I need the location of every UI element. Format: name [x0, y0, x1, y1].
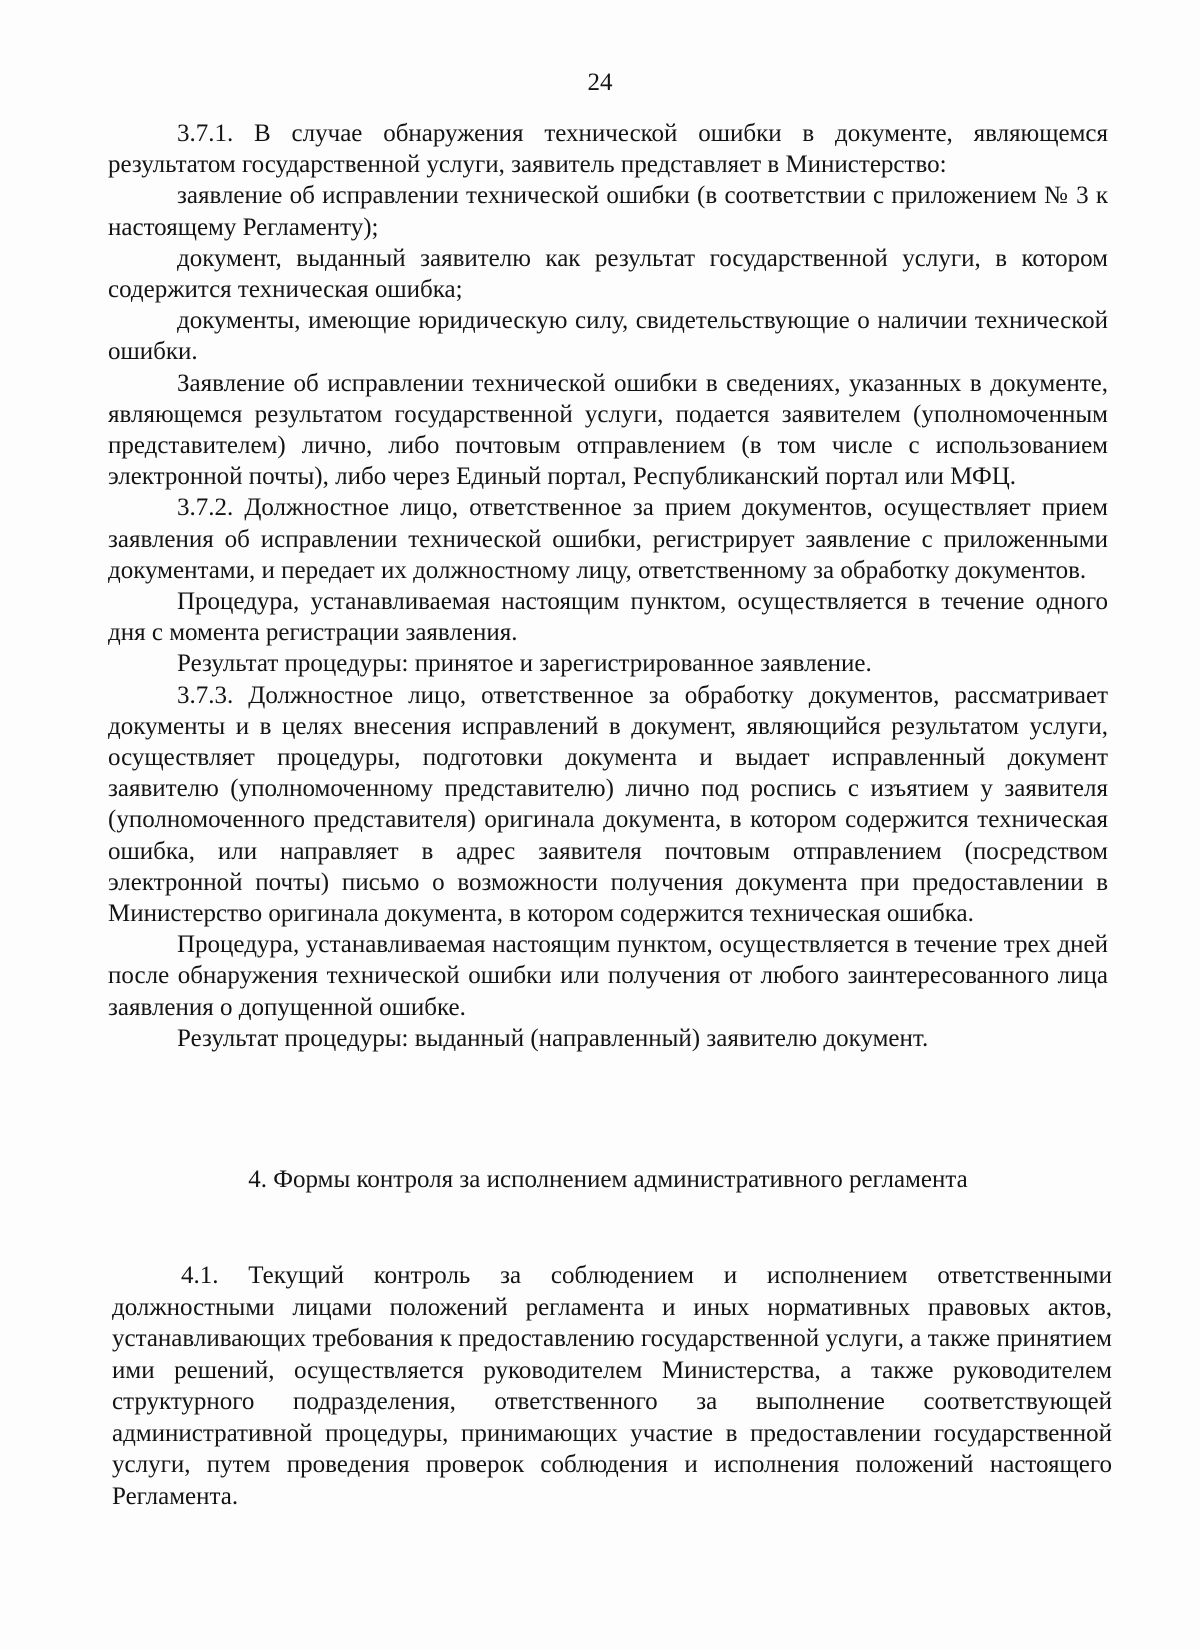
section-4-body: [112, 1260, 1112, 1512]
paragraph-4-1: 4.1. Текущий контроль за соблюдением и исполнением ответственными должностными лицами положений регламента и иных нормативных правовых актов, устанавливающих требования к предоставлению государственной услуги, а также принятием ими решений, осуществляется руководителем Министерства, а также руководителем структурного подразделения, ответственного за выполнение соответствующей административной процедуры, принимающих участие в предоставлении государственной услуги, путем проведения проверок соблюдения и исполнения положений настоящего Регламента.: [112, 1262, 1112, 1510]
section-3-7-body: [108, 118, 1108, 1054]
paragraph-document-item: документ, выданный заявителю как результат государственной услуги, в котором содержится техническая ошибка;: [108, 244, 1108, 304]
paragraph-application-item: заявление об исправлении технической ошибки (в соответствии с приложением № 3 к настоящему Регламенту);: [108, 182, 1108, 241]
section-4-heading: 4. Формы контроля за исполнением административного регламента: [248, 1166, 968, 1193]
paragraph-3-7-1: 3.7.1. В случае обнаружения технической ошибки в документе, являющемся результатом государственной услуги, заявитель представляет в Министерство:: [108, 120, 1108, 179]
paragraph-procedure-term-1: Процедура, устанавливаемая настоящим пунктом, осуществляется в течение одного дня с момента регистрации заявления.: [108, 588, 1108, 647]
paragraph-3-7-2: 3.7.2. Должностное лицо, ответственное за прием документов, осуществляет прием заявления об исправлении технической ошибки, регистрирует заявление с приложенными документами, и передает их должностному лицу, ответственному за обработку документов.: [108, 494, 1108, 584]
page-number: 24: [587, 69, 613, 96]
paragraph-procedure-result-1: Результат процедуры: принятое и зарегистрированное заявление.: [177, 650, 872, 678]
paragraph-legal-documents-item: документы, имеющие юридическую силу, свидетельствующие о наличии технической ошибки.: [108, 307, 1108, 366]
paragraph-procedure-result-2: Результат процедуры: выданный (направленный) заявителю документ.: [177, 1024, 929, 1052]
paragraph-procedure-term-2: Процедура, устанавливаемая настоящим пунктом, осуществляется в течение трех дней после обнаружения технической ошибки или получения от любого заинтересованного лица заявления о допущенной ошибке.: [108, 931, 1108, 1021]
paragraph-3-7-3: 3.7.3. Должностное лицо, ответственное за обработку документов, рассматривает документы и в целях внесения исправлений в документ, являющийся результатом услуги, осуществляет процедуры, подготовки документа и выдает исправленный документ заявителю (уполномоченному представителю) лично под роспись с изъятием у заявителя (уполномоченного представителя) оригинала документа, в котором содержится техническая ошибка, или направляет в адрес заявителя почтовым отправлением (посредством электронной почты) письмо о возможности получения документа при предоставлении в Министерство оригинала документа, в котором содержится техническая ошибка.: [108, 681, 1108, 928]
paragraph-submission-methods: Заявление об исправлении технической ошибки в сведениях, указанных в документе, являющемся результатом государственной услуги, подается заявителем (уполномоченным представителем) лично, либо почтовым отправлением (в том числе с использованием электронной почты), либо через Единый портал, Республиканский портал или МФЦ.: [108, 369, 1108, 491]
